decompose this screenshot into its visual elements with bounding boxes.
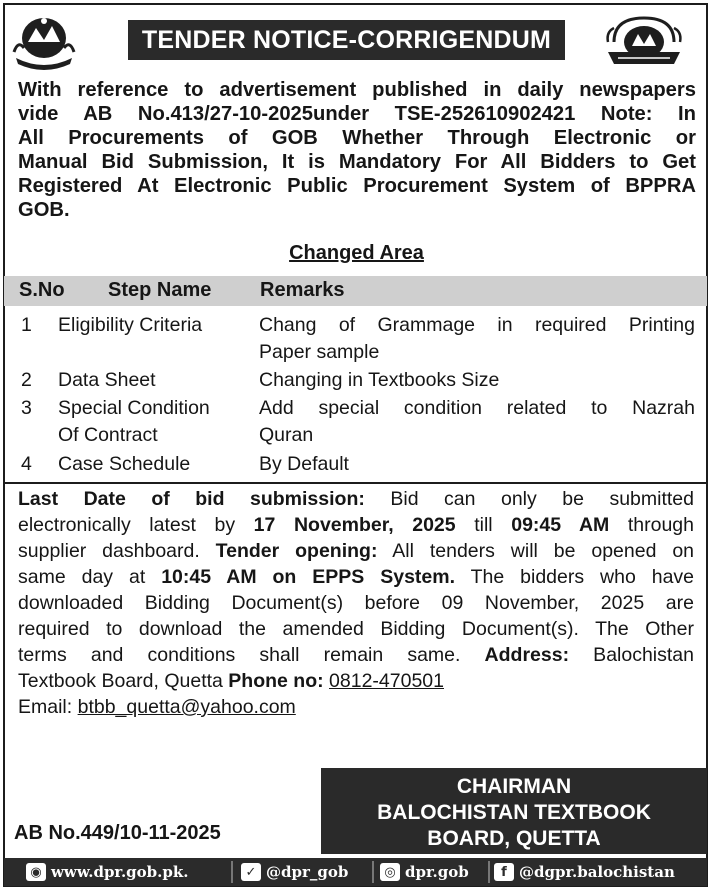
footer-separator bbox=[231, 861, 233, 883]
intro-line: Manual Bid Submission, It is Mandatory For All Bidders to Get bbox=[18, 151, 696, 173]
footer-instagram bbox=[380, 863, 469, 881]
intro-line: Registered At Electronic Public Procurement System of BPPRA bbox=[18, 175, 696, 197]
signature-title: CHAIRMAN bbox=[456, 775, 572, 798]
bid-text: terms and conditions shall remain same. bbox=[18, 644, 485, 666]
section-divider bbox=[4, 482, 707, 484]
phone-label: Phone no: bbox=[228, 670, 324, 692]
intro-paragraph bbox=[18, 78, 696, 222]
footer-separator bbox=[488, 861, 490, 883]
bid-text: supplier dashboard. bbox=[18, 540, 216, 562]
footer-twitter bbox=[241, 863, 348, 881]
footer-facebook-text: @dgpr.balochistan bbox=[519, 863, 675, 881]
row-remarks bbox=[259, 312, 695, 366]
bid-line bbox=[18, 694, 694, 720]
bid-text: electronically latest by bbox=[18, 514, 254, 536]
signature-city: BOARD, QUETTA bbox=[427, 827, 601, 850]
footer-bar bbox=[4, 858, 707, 886]
globe-icon: ◉ bbox=[26, 863, 46, 881]
footer-instagram-text: dpr.gob bbox=[405, 863, 469, 881]
textbook-board-seal-icon bbox=[604, 12, 684, 72]
row-remarks: By Default bbox=[259, 453, 349, 475]
row-step: Eligibility Criteria bbox=[58, 314, 203, 336]
remarks-line: Quran bbox=[259, 424, 314, 446]
email-label: Email: bbox=[18, 696, 78, 718]
last-date-label: Last Date of bid submission: bbox=[18, 488, 365, 510]
bid-line: required to download the amended Bidding Document(s). The Other bbox=[18, 618, 694, 640]
header-step-name: Step Name bbox=[108, 279, 212, 301]
facebook-icon: f bbox=[494, 863, 514, 881]
opening-time: 10:45 AM on EPPS System. bbox=[161, 566, 456, 588]
bid-line bbox=[18, 486, 694, 512]
footer-web-text: www.dpr.gob.pk. bbox=[51, 863, 189, 881]
step-line: Special Condition bbox=[58, 397, 210, 419]
intro-line: With reference to advertisement published in daily newspapers bbox=[18, 79, 696, 101]
footer-web bbox=[26, 863, 188, 881]
signature-org: BALOCHISTAN TEXTBOOK bbox=[377, 801, 651, 824]
signature-block bbox=[321, 768, 707, 854]
row-sno: 4 bbox=[21, 453, 32, 475]
bid-line: downloaded Bidding Document(s) before 09 November, 2025 are bbox=[18, 592, 694, 614]
bid-line bbox=[18, 538, 694, 564]
bid-line bbox=[18, 512, 694, 538]
twitter-icon: ✓ bbox=[241, 863, 261, 881]
phone-number: 0812-470501 bbox=[329, 670, 444, 692]
deadline-time: 09:45 AM bbox=[511, 514, 610, 536]
bid-text: All tenders will be opened on bbox=[377, 540, 695, 562]
intro-line: vide AB No.413/27-10-2025under TSE-252610902421 Note: In bbox=[18, 103, 696, 125]
bid-text: The bidders who have bbox=[455, 566, 695, 588]
email-address: btbb_quetta@yahoo.com bbox=[77, 696, 296, 718]
bid-text: through bbox=[609, 514, 695, 536]
bid-line bbox=[18, 668, 694, 694]
balochistan-emblem-icon bbox=[10, 12, 78, 72]
footer-separator bbox=[372, 861, 374, 883]
row-remarks bbox=[259, 395, 695, 449]
footer-facebook bbox=[494, 863, 675, 881]
row-step: Case Schedule bbox=[58, 453, 191, 475]
header-sno: S.No bbox=[19, 279, 65, 301]
row-sno: 3 bbox=[21, 397, 32, 419]
changed-area-heading: Changed Area bbox=[289, 242, 424, 264]
bid-submission-paragraph bbox=[18, 486, 694, 720]
table-header bbox=[4, 276, 707, 306]
bid-text: Bid can only be submitted bbox=[364, 488, 694, 510]
remarks-line: Paper sample bbox=[259, 341, 380, 363]
remarks-line: Chang of Grammage in required Printing bbox=[259, 314, 695, 336]
deadline-date: 17 November, 2025 bbox=[253, 514, 456, 536]
instagram-icon: ◎ bbox=[380, 863, 400, 881]
bid-text: till bbox=[455, 514, 512, 536]
notice-title: TENDER NOTICE-CORRIGENDUM bbox=[128, 20, 565, 60]
intro-line: All Procurements of GOB Whether Through Electronic or bbox=[18, 127, 696, 149]
row-remarks: Changing in Textbooks Size bbox=[259, 369, 500, 391]
row-sno: 1 bbox=[21, 314, 32, 336]
bid-line bbox=[18, 642, 694, 668]
header-remarks: Remarks bbox=[260, 279, 345, 301]
step-line: Of Contract bbox=[58, 424, 158, 446]
ab-number: AB No.449/10-11-2025 bbox=[14, 822, 221, 844]
row-step bbox=[58, 395, 248, 449]
bid-text: same day at bbox=[18, 566, 162, 588]
bid-text: Balochistan bbox=[569, 644, 694, 666]
intro-line: GOB. bbox=[18, 199, 70, 221]
remarks-line: Add special condition related to Nazrah bbox=[259, 397, 695, 419]
row-sno: 2 bbox=[21, 369, 32, 391]
row-step: Data Sheet bbox=[58, 369, 156, 391]
tender-opening-label: Tender opening: bbox=[215, 540, 378, 562]
address-label: Address: bbox=[484, 644, 570, 666]
bid-line bbox=[18, 564, 694, 590]
footer-twitter-text: @dpr_gob bbox=[266, 863, 349, 881]
bid-text: Textbook Board, Quetta bbox=[18, 670, 229, 692]
